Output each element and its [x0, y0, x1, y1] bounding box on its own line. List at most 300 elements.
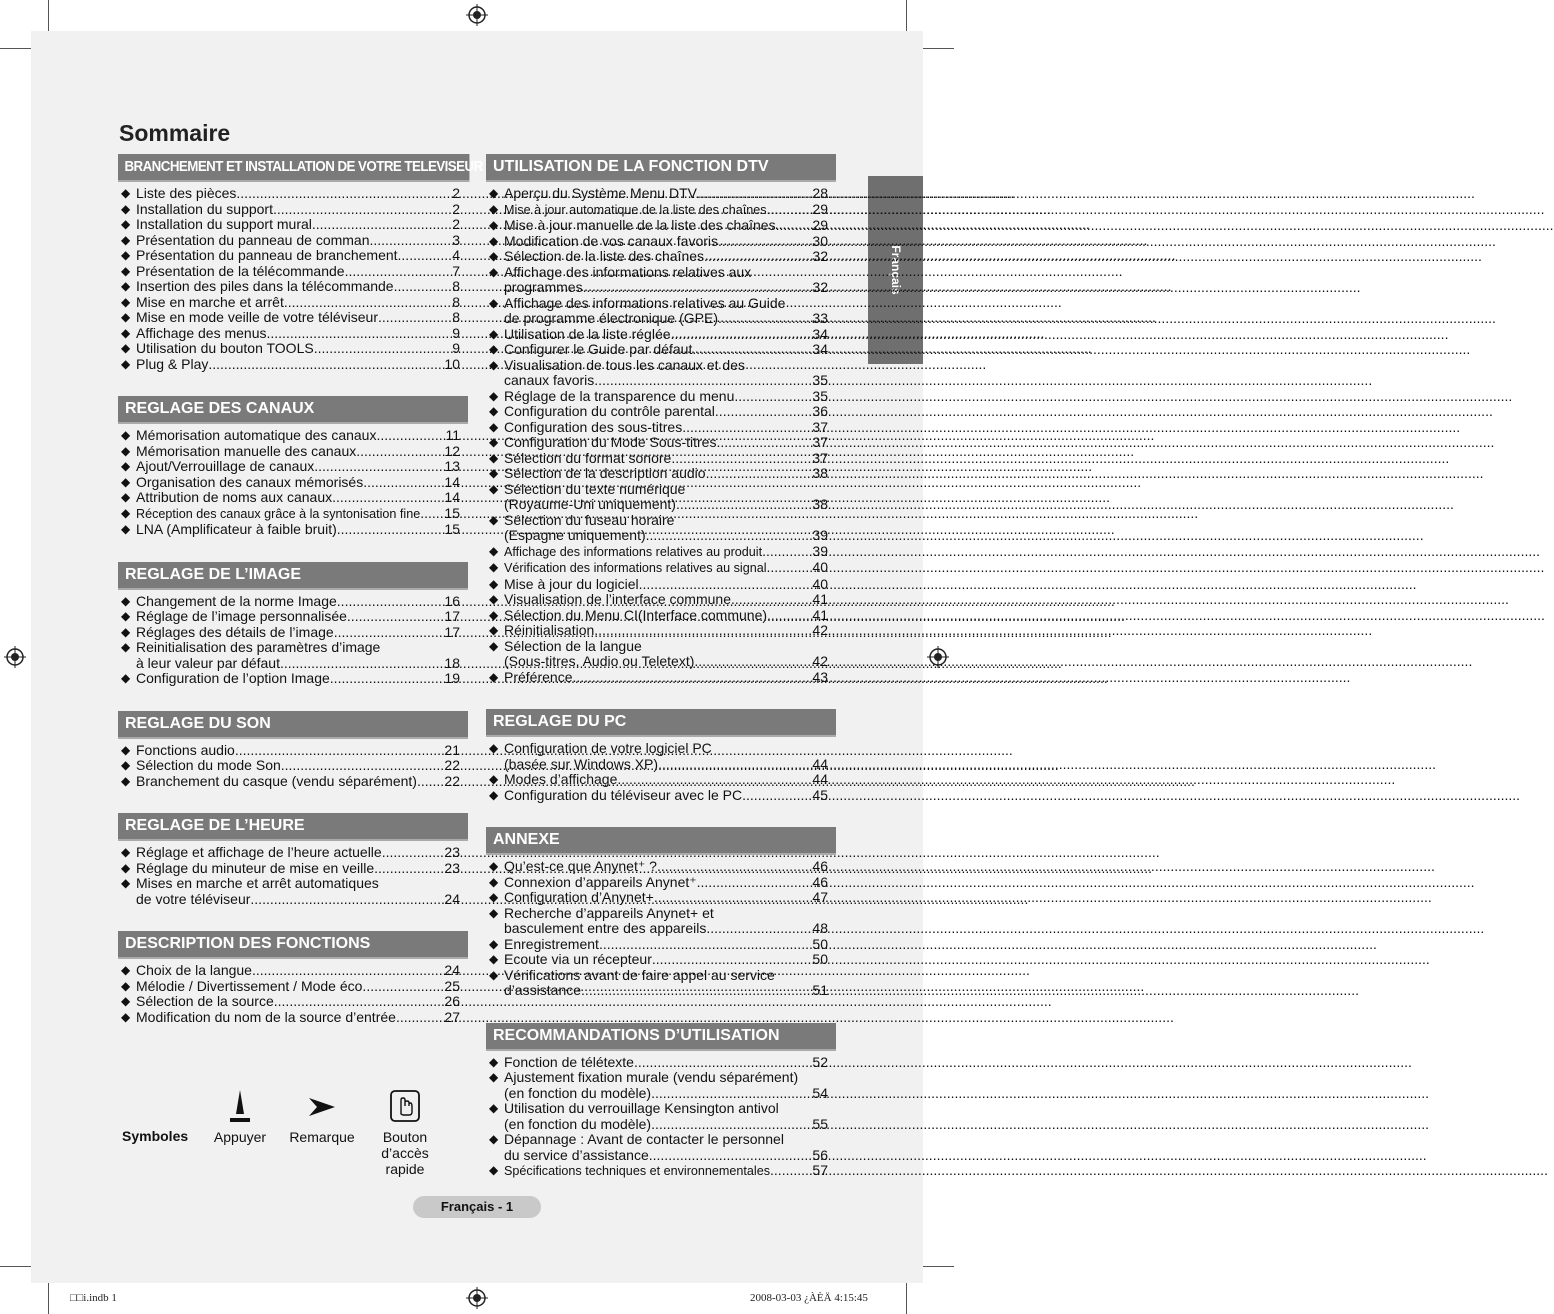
toc-entry-first-line: Ajustement fixation murale (vendu séparément) [504, 1069, 799, 1085]
toc-entry-page-number: 40 [812, 575, 828, 592]
toc-entry[interactable] [121, 490, 460, 506]
toc-entry[interactable] [121, 1010, 460, 1026]
toc-entry[interactable] [121, 640, 460, 671]
dot-leader [651, 1117, 811, 1133]
toc-entry-title: Configuration du contrôle parental [504, 403, 715, 419]
toc-entry-first-line: Vérifications avant de faire appel au service [504, 966, 775, 983]
toc-entry[interactable] [121, 428, 460, 444]
toc-entry[interactable] [489, 265, 828, 296]
diamond-bullet-icon: ◆ [489, 623, 499, 637]
dot-leader [692, 342, 811, 358]
diamond-bullet-icon: ◆ [121, 217, 131, 231]
toc-entry-title: (Sous-titres, Audio ou Teletext) [504, 653, 695, 669]
symbols-label: Symboles [122, 1128, 189, 1144]
toc-entry-row [504, 1148, 828, 1164]
dot-leader [267, 326, 452, 342]
toc-entry[interactable] [489, 420, 828, 436]
toc-entry-first-line: Dépannage : Avant de contacter le personnel [504, 1131, 784, 1147]
dot-leader [208, 357, 443, 373]
toc-entry[interactable] [121, 522, 460, 538]
toc-entry-page-number: 41 [812, 591, 828, 607]
toc-entry-row [504, 389, 828, 405]
dot-leader [742, 788, 811, 804]
toc-entry-title: Installation du support mural [136, 216, 312, 232]
toc-entry-page-number: 3 [452, 231, 460, 248]
toc-entry[interactable] [489, 249, 828, 265]
toc-entry[interactable] [489, 544, 828, 561]
toc-entry-page-number: 50 [812, 935, 828, 952]
press-symbol [210, 1088, 270, 1145]
toc-entry[interactable] [489, 592, 828, 608]
toc-entry[interactable] [121, 295, 460, 311]
diamond-bullet-icon: ◆ [489, 218, 499, 232]
diamond-bullet-icon: ◆ [489, 936, 499, 951]
section-header: REGLAGE DE L’IMAGE [118, 562, 468, 590]
toc-entry-page-number: 18 [444, 654, 460, 671]
toc-entry[interactable] [489, 234, 828, 250]
toc-entry[interactable] [489, 358, 828, 389]
toc-entry-row [504, 311, 828, 327]
toc-entry-page-number: 34 [812, 325, 828, 342]
dot-leader [235, 743, 444, 759]
toc-entry-title: Mise en marche et arrêt [136, 293, 284, 310]
toc-entry-row [504, 202, 828, 219]
toc-entry-row [504, 560, 828, 577]
diamond-bullet-icon: ◆ [489, 772, 499, 786]
side-tab-label: Français [889, 245, 903, 295]
toc-entry-page-number: 43 [812, 668, 828, 685]
toc-entry-title: Utilisation de la liste réglée [504, 325, 671, 342]
dot-leader [398, 248, 452, 264]
toc-entry-title: Configuration des sous-titres [504, 418, 683, 435]
toc-entry-title: Configuration du téléviseur avec le PC [504, 786, 743, 803]
diamond-bullet-icon: ◆ [121, 978, 131, 993]
toc-section [486, 154, 836, 685]
dot-leader [697, 186, 811, 202]
diamond-bullet-icon: ◆ [121, 860, 131, 875]
dot-leader [617, 772, 811, 788]
dot-leader [767, 560, 812, 576]
toc-entry-title: Mémorisation manuelle des canaux [136, 442, 357, 459]
diamond-bullet-icon: ◆ [121, 671, 131, 685]
toc-entry[interactable] [489, 639, 828, 670]
dot-leader [639, 577, 812, 593]
dot-leader [572, 670, 811, 686]
toc-entry-row [504, 592, 828, 608]
toc-entry[interactable] [121, 743, 460, 759]
dot-leader [715, 404, 812, 420]
toc-entry-row [136, 217, 460, 233]
dot-leader [767, 202, 812, 218]
toc-entry-title: LNA (Amplificateur à faible bruit) [136, 521, 337, 537]
toc-entry[interactable] [489, 560, 828, 577]
toc-entry-row [136, 444, 460, 460]
toc-entry[interactable] [121, 341, 460, 357]
section-header: DESCRIPTION DES FONCTIONS [118, 931, 468, 959]
toc-entry-row [504, 466, 828, 482]
toc-entry-page-number: 17 [444, 608, 460, 624]
toc-entry[interactable] [489, 577, 828, 593]
toc-entry[interactable] [489, 389, 828, 405]
section-header: REGLAGE DU PC [486, 709, 836, 737]
toc-entry-row [504, 1163, 828, 1180]
toc-entry[interactable] [121, 845, 460, 861]
diamond-bullet-icon: ◆ [121, 876, 131, 890]
toc-entry[interactable] [489, 202, 828, 219]
dot-leader [734, 389, 811, 405]
section-header: ANNEXE [486, 827, 836, 855]
print-footer-right: 2008-03-03 ¿ÀÈÄ 4:15:45 [750, 1292, 868, 1304]
dot-leader [273, 202, 451, 218]
toc-entry[interactable] [121, 861, 460, 877]
toc-entry[interactable] [121, 202, 460, 218]
toc-entry-page-number: 38 [812, 465, 828, 481]
toc-entry[interactable] [121, 186, 460, 202]
toc-entry-page-number: 41 [812, 606, 828, 623]
toc-entry-row [504, 577, 828, 593]
toc-entry-page-number: 10 [444, 355, 460, 372]
toc-entry[interactable] [489, 906, 828, 937]
toc-entry-row [136, 459, 460, 475]
diamond-bullet-icon: ◆ [121, 294, 131, 309]
dot-leader [312, 217, 451, 233]
dot-leader [374, 861, 443, 877]
diamond-bullet-icon: ◆ [489, 201, 499, 216]
dot-leader [731, 592, 811, 608]
toc-entry-title: Vérification des informations relatives au signal [504, 561, 767, 575]
dot-leader [671, 451, 811, 467]
diamond-bullet-icon: ◆ [489, 404, 499, 418]
toc-entry-title: Modes d’affichage [504, 771, 618, 787]
toc-entry[interactable] [121, 963, 460, 979]
toc-entry-row [136, 428, 460, 444]
diamond-bullet-icon: ◆ [121, 443, 131, 458]
diamond-bullet-icon: ◆ [121, 428, 131, 442]
toc-entry-title: Configuration d’Anynet+ [504, 889, 654, 905]
toc-entry-row [136, 295, 460, 311]
toc-entry-row [504, 623, 828, 639]
diamond-bullet-icon: ◆ [121, 356, 131, 371]
toc-entry-page-number: 46 [812, 858, 828, 874]
toc-entry[interactable] [489, 608, 828, 624]
toc-entry[interactable] [121, 774, 460, 790]
toc-entry-title: Aperçu du Système Menu DTV [504, 185, 697, 201]
dot-leader [378, 310, 451, 326]
toc-entry[interactable] [489, 1101, 828, 1132]
dot-leader [697, 875, 812, 891]
toc-entry[interactable] [489, 772, 828, 788]
toc-entry[interactable] [489, 404, 828, 420]
toc-list [118, 428, 468, 538]
section-header: UTILISATION DE LA FONCTION DTV [486, 154, 836, 182]
toc-entry-title: Ajout/Verrouillage de canaux [136, 458, 315, 474]
dot-leader [671, 327, 812, 343]
toc-entry-row [504, 373, 828, 389]
toc-entry[interactable] [121, 506, 460, 523]
toc-entry-row [136, 656, 460, 672]
toc-entry-page-number: 51 [812, 982, 828, 998]
toc-entry-row [504, 921, 828, 937]
toc-entry-title: Sélection du format sonore [504, 449, 672, 466]
toc-section [118, 813, 468, 907]
toc-entry[interactable] [489, 670, 828, 686]
toc-list [486, 186, 836, 685]
toc-entry-row [504, 1117, 828, 1133]
toc-entry-page-number: 54 [812, 1084, 828, 1101]
toc-entry-page-number: 7 [452, 262, 460, 279]
toc-entry-first-line: Visualisation de tous les canaux et des [504, 356, 746, 373]
section-header: REGLAGE DE L’HEURE [118, 813, 468, 841]
note-arrow-icon [307, 1088, 337, 1126]
dot-leader [337, 522, 444, 538]
toc-entry-row [504, 249, 828, 265]
dot-leader [646, 528, 812, 544]
toc-entry-row [136, 475, 460, 491]
toc-entry-title: Liste des pièces [136, 185, 237, 201]
dot-leader [394, 279, 452, 295]
toc-entry[interactable] [489, 1070, 828, 1101]
diamond-bullet-icon: ◆ [489, 450, 499, 465]
dot-leader [420, 506, 443, 522]
toc-list [118, 963, 468, 1025]
toc-entry-page-number: 26 [444, 993, 460, 1009]
dot-leader [281, 758, 444, 774]
toc-entry-row [504, 420, 828, 436]
toc-entry[interactable] [121, 594, 460, 610]
toc-section [118, 154, 483, 372]
quick-button-label-1: Bouton [382, 1129, 428, 1145]
toc-entry-page-number: 14 [444, 473, 460, 490]
toc-entry[interactable] [489, 466, 828, 482]
toc-entry[interactable] [489, 788, 828, 804]
toc-section [118, 931, 468, 1025]
toc-entry-row [504, 1086, 828, 1102]
toc-entry[interactable] [489, 875, 828, 891]
diamond-bullet-icon: ◆ [121, 994, 131, 1008]
dot-leader [337, 594, 444, 610]
diamond-bullet-icon: ◆ [489, 787, 499, 802]
toc-entry-page-number: 39 [812, 527, 828, 543]
toc-entry-title: Réglage de l’image personnalisée [136, 608, 347, 624]
toc-entry-page-number: 35 [812, 387, 828, 404]
toc-entry-page-number: 35 [812, 372, 828, 388]
dot-leader [330, 671, 444, 687]
diamond-bullet-icon: ◆ [489, 388, 499, 403]
toc-entry-title: Changement de la norme Image [136, 592, 337, 609]
toc-entry-page-number: 8 [452, 309, 460, 325]
diamond-bullet-icon: ◆ [121, 263, 131, 278]
toc-entry[interactable] [121, 994, 460, 1010]
diamond-bullet-icon: ◆ [121, 341, 131, 355]
toc-entry-row [504, 234, 828, 250]
toc-entry[interactable] [489, 451, 828, 467]
toc-entry-title: Organisation des canaux mémorisés [136, 473, 364, 490]
toc-entry-title: Configuration de l’option Image [136, 670, 330, 686]
toc-entry-row [504, 890, 828, 906]
dot-leader [718, 311, 811, 327]
diamond-bullet-icon: ◆ [121, 522, 131, 536]
toc-entry-title: Fonction de télétexte [504, 1053, 634, 1070]
diamond-bullet-icon: ◆ [121, 963, 131, 977]
toc-entry[interactable] [121, 233, 460, 249]
toc-entry-title: Sélection de la description audio [504, 465, 706, 481]
toc-entry-page-number: 9 [452, 324, 460, 341]
toc-entry[interactable] [489, 741, 828, 772]
diamond-bullet-icon: ◆ [489, 1132, 499, 1146]
toc-entry[interactable] [121, 459, 460, 475]
toc-entry-row [136, 506, 460, 523]
diamond-bullet-icon: ◆ [121, 310, 131, 324]
toc-entry-title: basculement entre des appareils [504, 920, 707, 936]
toc-entry[interactable] [121, 475, 460, 491]
diamond-bullet-icon: ◆ [121, 640, 131, 654]
toc-entry-row [136, 202, 460, 218]
toc-section [486, 709, 836, 803]
toc-entry-page-number: 9 [452, 340, 460, 356]
dot-leader [652, 952, 812, 968]
registration-mark-icon [4, 646, 26, 668]
toc-list [118, 743, 468, 790]
dot-leader [366, 979, 443, 995]
toc-entry-row [504, 544, 828, 561]
diamond-bullet-icon: ◆ [121, 248, 131, 262]
toc-entry[interactable] [489, 342, 828, 358]
toc-entry-title: Plug & Play [136, 355, 209, 372]
toc-entry-page-number: 32 [812, 248, 828, 264]
dot-leader [314, 341, 452, 357]
toc-entry[interactable] [121, 671, 460, 687]
toc-entry-title: Présentation du panneau de branchement [136, 247, 398, 263]
toc-entry-page-number: 2 [452, 200, 460, 217]
diamond-bullet-icon: ◆ [489, 543, 499, 558]
dot-leader [651, 1086, 811, 1102]
toc-entry[interactable] [489, 435, 828, 451]
toc-entry-title: canaux favoris [504, 372, 595, 388]
toc-entry[interactable] [121, 876, 460, 907]
toc-entry-title: Fonctions audio [136, 741, 235, 758]
dot-leader [370, 233, 452, 249]
toc-entry-row [136, 994, 460, 1010]
toc-entry[interactable] [489, 1132, 828, 1163]
toc-entry-title: Installation du support [136, 200, 273, 217]
toc-left-column [118, 154, 483, 1049]
toc-entry[interactable] [121, 979, 460, 995]
toc-entry-page-number: 45 [812, 786, 828, 803]
toc-entry-row [136, 341, 460, 357]
toc-entry-page-number: 17 [444, 623, 460, 640]
toc-entry[interactable] [489, 952, 828, 968]
toc-entry[interactable] [489, 218, 828, 234]
toc-entry-first-line: Sélection du fuseau horaire [504, 511, 675, 528]
toc-entry-title: (basée sur Windows XP) [504, 755, 659, 772]
dot-leader [252, 963, 443, 979]
toc-section [486, 1023, 836, 1180]
toc-entry-row [504, 451, 828, 467]
diamond-bullet-icon: ◆ [489, 357, 499, 372]
toc-entry-title: Réglage et affichage de l’heure actuelle [136, 844, 382, 860]
toc-entry-page-number: 47 [812, 889, 828, 905]
toc-entry[interactable] [121, 357, 460, 373]
toc-entry[interactable] [121, 444, 460, 460]
toc-entry-page-number: 13 [444, 458, 460, 474]
symbols-legend [122, 1088, 452, 1188]
dot-leader [599, 937, 811, 953]
toc-entry[interactable] [121, 217, 460, 233]
toc-entry[interactable] [121, 625, 460, 641]
toc-entry[interactable] [489, 937, 828, 953]
toc-entry-page-number: 29 [812, 217, 828, 233]
toc-list [118, 845, 468, 907]
toc-entry[interactable] [121, 326, 460, 342]
toc-entry[interactable] [489, 859, 828, 875]
toc-entry-page-number: 44 [812, 755, 828, 772]
toc-entry-page-number: 52 [812, 1053, 828, 1070]
note-symbol [284, 1088, 360, 1145]
toc-entry-title: Mise à jour manuelle de la liste des chaînes [504, 217, 776, 233]
diamond-bullet-icon: ◆ [121, 845, 131, 859]
diamond-bullet-icon: ◆ [489, 466, 499, 480]
toc-entry[interactable] [489, 296, 828, 327]
toc-entry[interactable] [489, 482, 828, 513]
toc-entry[interactable] [489, 1055, 828, 1071]
toc-entry[interactable] [121, 310, 460, 326]
toc-entry[interactable] [489, 968, 828, 999]
toc-entry-row [136, 963, 460, 979]
toc-entry[interactable] [121, 248, 460, 264]
toc-entry-title: Réglage de la transparence du menu [504, 387, 735, 404]
toc-entry[interactable] [489, 513, 828, 544]
toc-entry-page-number: 11 [445, 427, 460, 443]
toc-entry-title: Réglage du minuteur de mise en veille [136, 859, 375, 876]
toc-entry[interactable] [489, 186, 828, 202]
toc-entry-row [504, 404, 828, 420]
toc-entry[interactable] [489, 890, 828, 906]
toc-entry-page-number: 50 [812, 951, 828, 967]
toc-entry[interactable] [121, 279, 460, 295]
toc-entry-row [136, 861, 460, 877]
dot-leader [682, 420, 811, 436]
toc-entry[interactable] [489, 1163, 828, 1180]
toc-entry-row [504, 875, 828, 891]
toc-entry-title: (en fonction du modèle) [504, 1084, 652, 1101]
toc-entry-title: Présentation de la télécommande [136, 262, 345, 279]
toc-entry-row [136, 186, 460, 202]
toc-entry[interactable] [489, 327, 828, 343]
toc-entry-title: Modification du nom de la source d’entrée [136, 1008, 396, 1025]
toc-entry[interactable] [121, 758, 460, 774]
diamond-bullet-icon: ◆ [489, 1101, 499, 1115]
toc-entry-row [504, 608, 828, 624]
toc-entry-page-number: 14 [444, 489, 460, 505]
dot-leader [236, 186, 451, 202]
registration-mark-icon [466, 4, 488, 26]
toc-entry-page-number: 32 [812, 279, 828, 295]
diamond-bullet-icon: ◆ [121, 490, 131, 504]
toc-entry-row [504, 654, 828, 670]
toc-entry-page-number: 22 [444, 772, 460, 789]
toc-entry-title: de programme électronique (GPE) [504, 310, 718, 326]
toc-entry-page-number: 37 [812, 449, 828, 466]
dot-leader [417, 774, 443, 790]
toc-entry[interactable] [121, 609, 460, 625]
toc-entry-page-number: 23 [444, 844, 460, 860]
diamond-bullet-icon: ◆ [489, 592, 499, 606]
toc-entry[interactable] [489, 623, 828, 639]
toc-entry-title: Attribution de noms aux canaux [136, 489, 333, 505]
toc-entry-row [504, 218, 828, 234]
dot-leader [347, 609, 444, 625]
toc-entry[interactable] [121, 264, 460, 280]
